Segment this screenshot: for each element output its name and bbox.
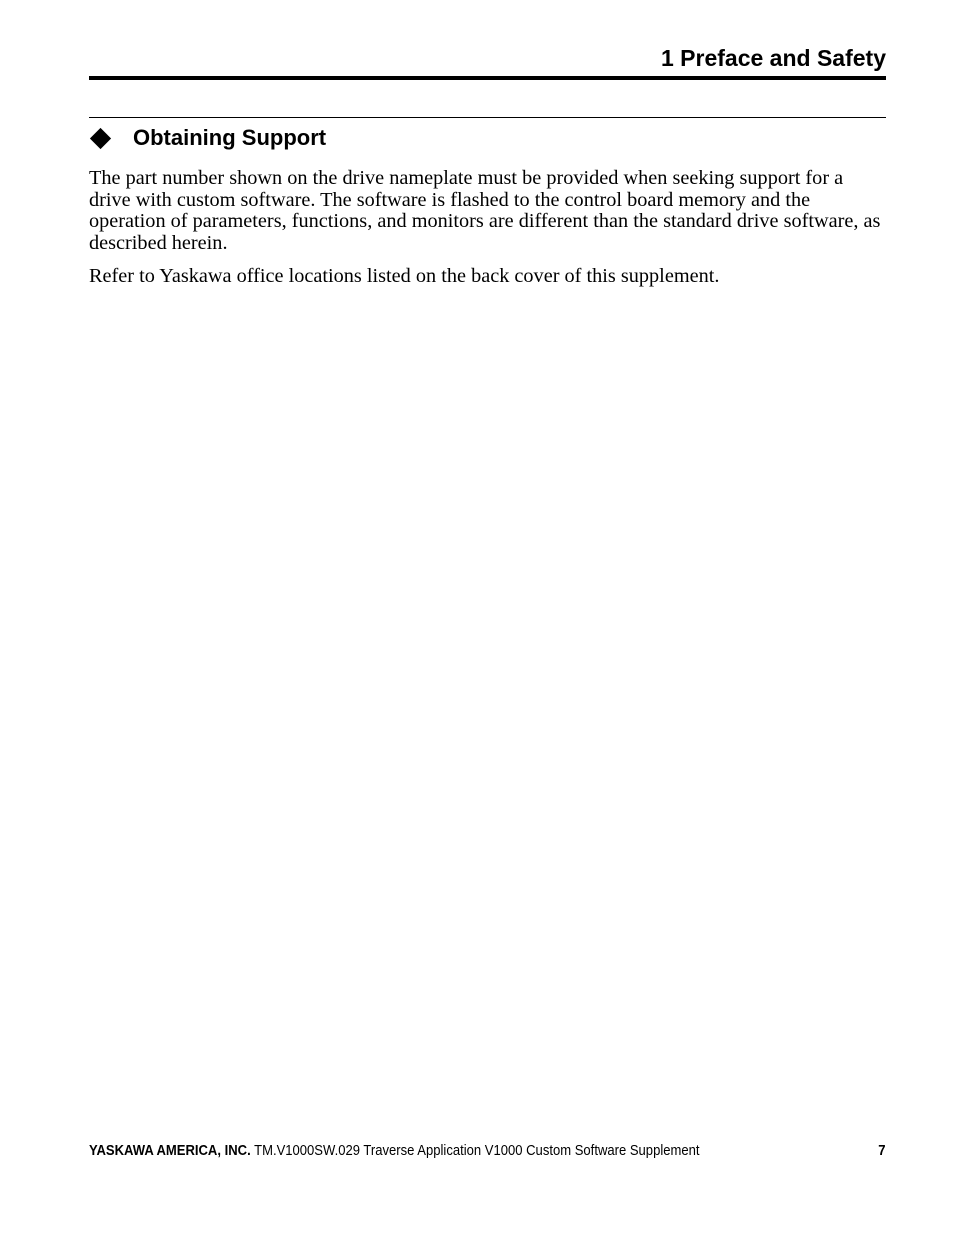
page-number: 7 bbox=[878, 1143, 886, 1159]
footer-company: YASKAWA AMERICA, INC. bbox=[89, 1143, 251, 1159]
chapter-header-rule bbox=[89, 76, 886, 80]
page-footer bbox=[89, 1142, 886, 1160]
footer-left bbox=[89, 1142, 700, 1160]
body-paragraph-1: The part number shown on the drive nameplate must be provided when seeking support for a drive with custom software. The software is flashed to the control board memory and the operation of parameters, functions, and monitors are different than the standard drive software, as described herein. bbox=[89, 167, 881, 254]
diamond-bullet-icon bbox=[90, 127, 111, 148]
section-title: Obtaining Support bbox=[133, 125, 327, 150]
chapter-header: 1 Preface and Safety bbox=[660, 45, 886, 71]
section-rule bbox=[89, 117, 886, 118]
footer-document-title: TM.V1000SW.029 Traverse Application V1000 Custom Software Supplement bbox=[254, 1143, 700, 1159]
section-heading bbox=[89, 124, 326, 152]
body-paragraph-2: Refer to Yaskawa office locations listed on the back cover of this supplement. bbox=[89, 265, 720, 287]
